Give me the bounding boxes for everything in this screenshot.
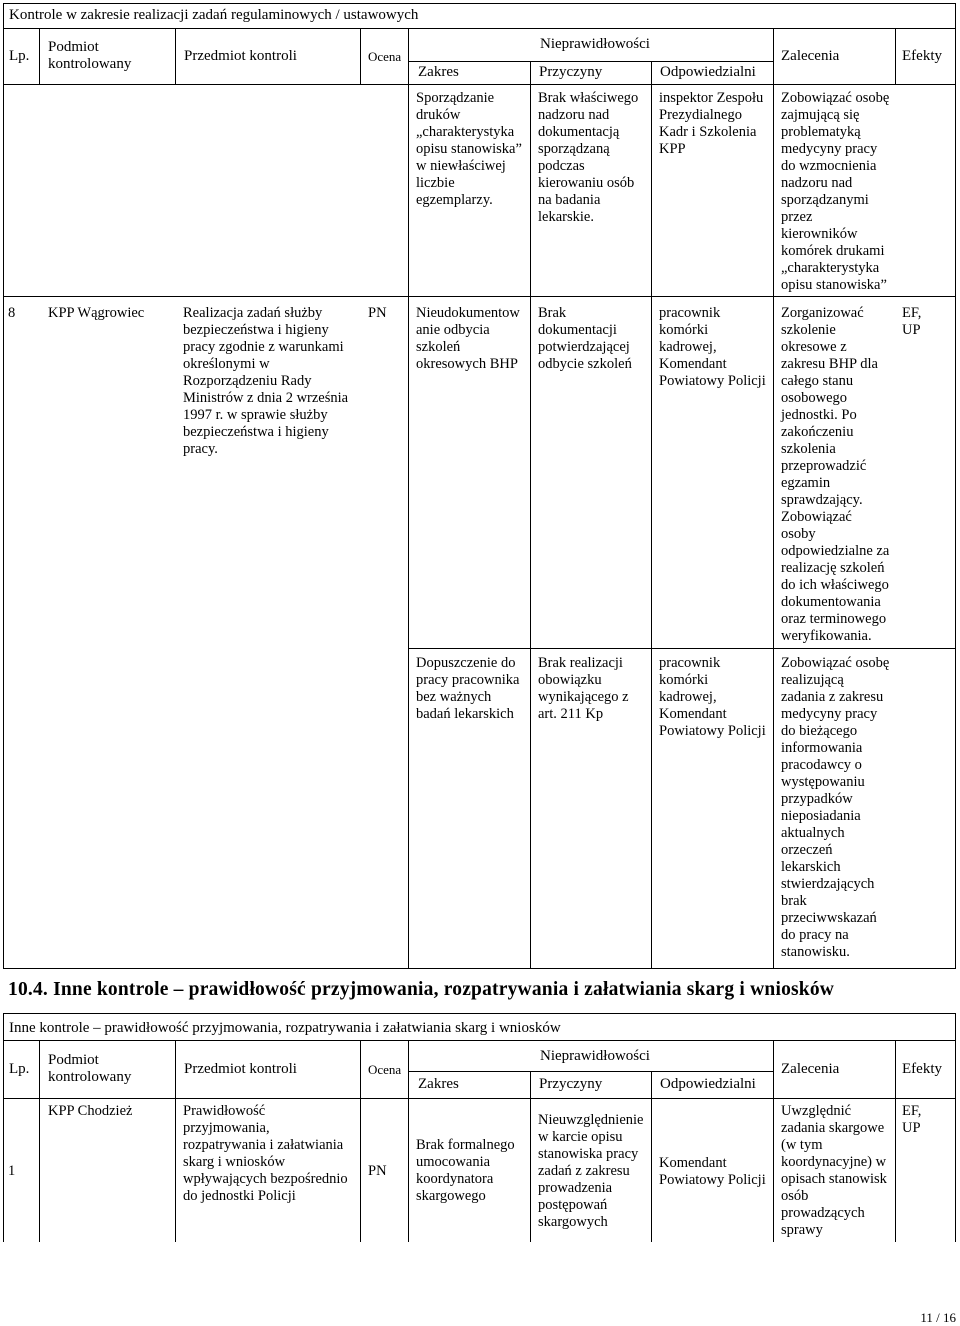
header-nieprawidlowosci: Nieprawidłowości xyxy=(540,1048,650,1064)
header-efekty: Efekty xyxy=(902,48,942,64)
cell-przyczyny: Brak dokumentacji potwierdzającej odbycie szkoleń xyxy=(538,305,632,372)
table-1-caption: Kontrole w zakresie realizacji zadań regulaminowych / ustawowych xyxy=(9,7,419,23)
cell-podmiot: KPP Wągrowiec xyxy=(48,305,145,321)
header-efekty: Efekty xyxy=(902,1061,942,1077)
cell-efekty: EF, UP xyxy=(902,1103,922,1136)
cell-ocena: PN xyxy=(368,305,387,321)
header-odpowiedzialni: Odpowiedzialni xyxy=(660,1076,756,1092)
cell-podmiot: KPP Chodzież xyxy=(48,1103,133,1119)
header-zakres: Zakres xyxy=(418,1076,459,1092)
cell-zakres: Nieudokumentow anie odbycia szkoleń okresowych BHP xyxy=(416,305,520,372)
header-zalecenia: Zalecenia xyxy=(781,48,840,64)
cell-odpowiedzialni: pracownik komórki kadrowej, Komendant Powiatowy Policji xyxy=(659,655,766,739)
cell-lp: 1 xyxy=(8,1163,16,1179)
cell-przedmiot: Prawidłowość przyjmowania, rozpatrywania i załatwiania skarg i wniosków wpływających bezpośrednio do jednostki Policji xyxy=(183,1103,348,1204)
cell-zalecenia: Uwzględnić zadania skargowe (w tym koordynacyjne) w opisach stanowisk osób prowadzących sprawy xyxy=(781,1103,887,1238)
header-przyczyny: Przyczyny xyxy=(539,1076,603,1092)
header-podmiot: Podmiot kontrolowany xyxy=(48,1052,132,1085)
header-ocena: Ocena xyxy=(368,1062,402,1077)
cell-odpowiedzialni: Komendant Powiatowy Policji xyxy=(659,1155,766,1188)
header-zakres: Zakres xyxy=(418,64,459,80)
table-2-caption: Inne kontrole – prawidłowość przyjmowania, rozpatrywania i załatwiania skarg i wniosków xyxy=(9,1020,561,1036)
cell-przyczyny: Brak realizacji obowiązku wynikającego z art. 211 Kp xyxy=(538,655,629,722)
cell-przyczyny: Nieuwzględnienie w karcie opisu stanowiska pracy zadań z zakresu prowadzenia postępowań skargowych xyxy=(538,1112,644,1230)
header-przedmiot: Przedmiot kontroli xyxy=(184,48,297,64)
cell-ocena: PN xyxy=(368,1163,387,1179)
cell-odpowiedzialni: inspektor Zespołu Prezydialnego Kadr i Szkolenia KPP xyxy=(659,90,764,157)
header-ocena: Ocena xyxy=(368,49,402,64)
cell-przyczyny: Brak właściwego nadzoru nad dokumentacją sporządzaną podczas kierowaniu osób na badania lekarskie. xyxy=(538,90,639,225)
header-lp: Lp. xyxy=(9,48,30,64)
header-podmiot: Podmiot kontrolowany xyxy=(48,39,132,72)
header-zalecenia: Zalecenia xyxy=(781,1061,840,1077)
header-nieprawidlowosci: Nieprawidłowości xyxy=(540,36,650,52)
cell-lp: 8 xyxy=(8,305,16,321)
cell-zalecenia: Zobowiązać osobę zajmującą się problematyką medycyny pracy do wzmocnienia nadzoru nad sporządzanymi przez kierowników komórek drukami „charakterystyka opisu stanowiska” xyxy=(781,90,890,293)
page-number: 11 / 16 xyxy=(920,1310,956,1325)
header-lp: Lp. xyxy=(9,1061,30,1077)
cell-zakres: Dopuszczenie do pracy pracownika bez ważnych badań lekarskich xyxy=(416,655,520,722)
header-odpowiedzialni: Odpowiedzialni xyxy=(660,64,756,80)
cell-odpowiedzialni: pracownik komórki kadrowej, Komendant Powiatowy Policji xyxy=(659,305,766,389)
cell-zalecenia: Zobowiązać osobę realizującą zadania z zakresu medycyny pracy do bieżącego informowania pracodawcy o występowaniu przypadków nieposiadania aktualnych orzeczeń lekarskich stwierdzających brak przeciwwskazań do pracy na stanowisku. xyxy=(781,655,890,960)
section-heading: 10.4. Inne kontrole – prawidłowość przyjmowania, rozpatrywania i załatwiania skarg i wniosków xyxy=(8,979,835,1000)
cell-zakres: Brak formalnego umocowania koordynatora skargowego xyxy=(416,1137,515,1204)
cell-zakres: Sporządzanie druków „charakterystyka opisu stanowiska” w niewłaściwej liczbie egzemplarzy. xyxy=(416,90,522,208)
cell-zalecenia: Zorganizować szkolenie okresowe z zakresu BHP dla całego stanu osobowego jednostki. Po zakończeniu szkolenia przeprowadzić egzamin sprawdzający. Zobowiązać osoby odpowiedzialne za realizację szkoleń do ich właściwego dokumentowania oraz terminowego weryfikowania. xyxy=(781,305,890,644)
cell-efekty: EF, UP xyxy=(902,305,922,338)
header-przedmiot: Przedmiot kontroli xyxy=(184,1061,297,1077)
header-przyczyny: Przyczyny xyxy=(539,64,603,80)
cell-przedmiot: Realizacja zadań służby bezpieczeństwa i higieny pracy zgodnie z warunkami określonymi w Rozporządzeniu Rady Ministrów z dnia 2 września 1997 r. w sprawie służby bezpieczeństwa i higieny pracy. xyxy=(183,305,349,457)
